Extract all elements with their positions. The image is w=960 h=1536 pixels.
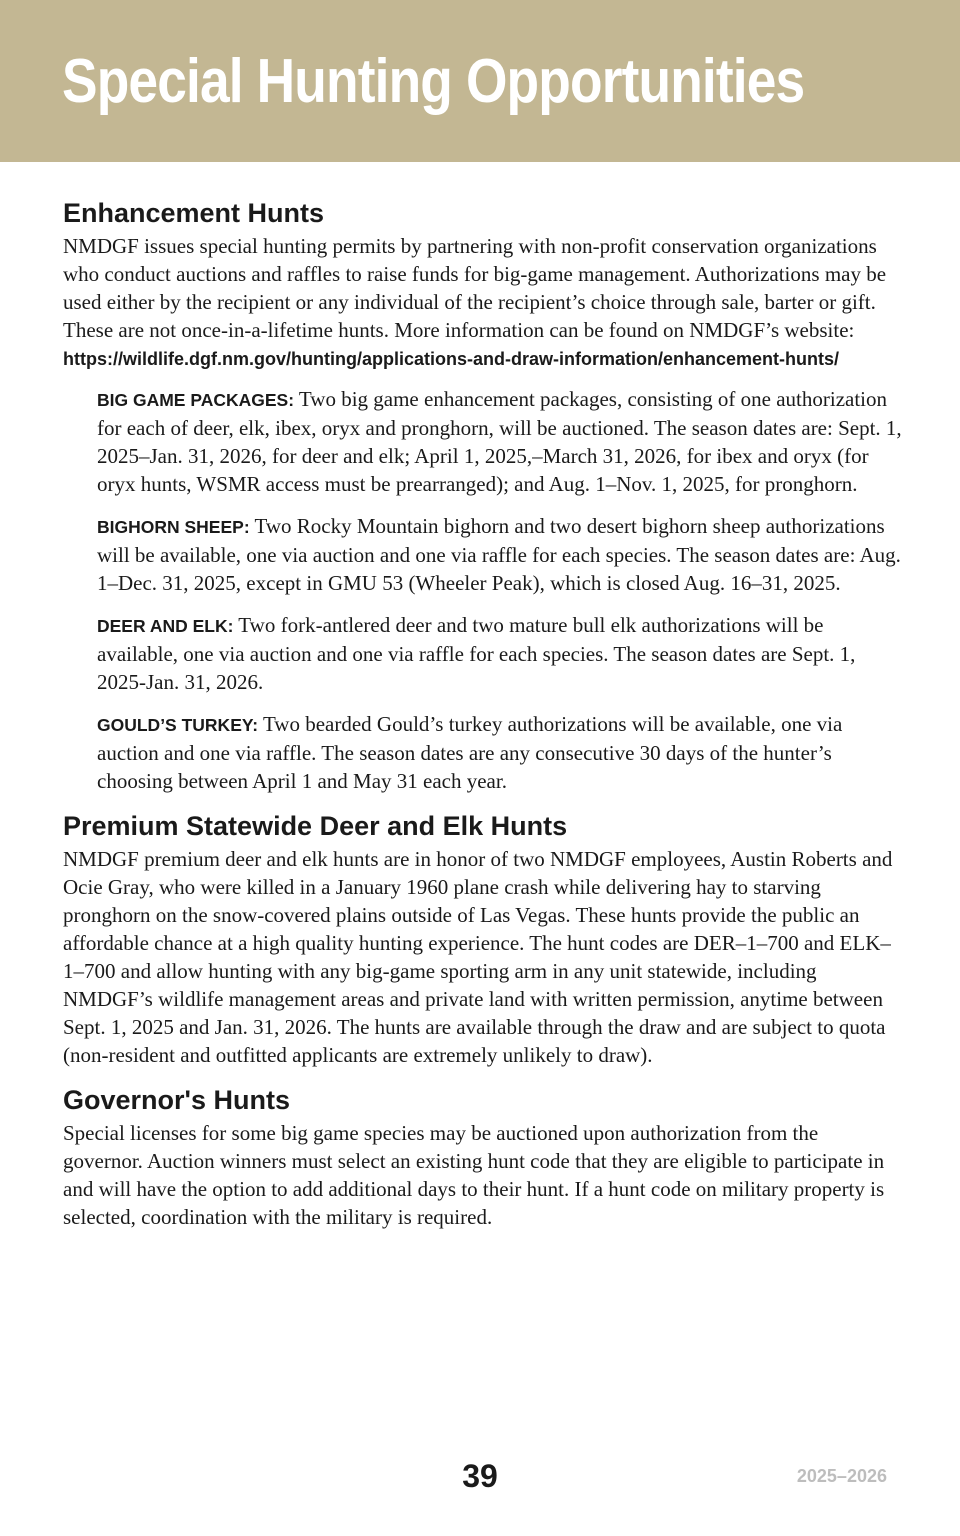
enhancement-url-link[interactable]: https://wildlife.dgf.nm.gov/hunting/applications-and-draw-information/enhancement-hunts/ [63, 349, 839, 369]
sub-item-label: DEER AND ELK: [97, 616, 234, 636]
premium-heading: Premium Statewide Deer and Elk Hunts [63, 811, 568, 841]
sub-item-goulds-turkey [97, 710, 903, 795]
premium-section [63, 809, 903, 1069]
page-title: Special Hunting Opportunities [62, 47, 805, 116]
enhancement-heading: Enhancement Hunts [63, 198, 325, 228]
governor-body: Special licenses for some big game species may be auctioned upon authorization from the governor. Auction winners must select an existing hunt code that they are eligible to participate in and will have the option to add additional days to their hunt. If a hunt code on military property is selected, coordination with the military is required. [63, 1121, 885, 1229]
sub-item-text: Two big game enhancement packages, consisting of one authorization for each of deer, elk, ibex, oryx and pronghorn, will be auctioned. The season dates are: Sept. 1, 2025–Jan. 31, 2026, for deer and elk; April 1, 2025,–March 31, 2026, for ibex and oryx (for oryx hunts, WSMR access must be prearranged); and Aug. 1–Nov. 1, 2025, for pronghorn. [97, 387, 902, 496]
sub-item-text: Two Rocky Mountain bighorn and two desert bighorn sheep authorizations will be available, one via auction and one via raffle for each species. The season dates are: Aug. 1–Dec. 31, 2025, except in GMU 53 (Wheeler Peak), which is closed Aug. 16–31, 2025. [97, 514, 901, 595]
sub-item-bighorn-sheep [97, 512, 903, 597]
enhancement-section [63, 196, 903, 795]
sub-item-big-game-packages [97, 385, 903, 498]
enhancement-body [63, 232, 903, 373]
enhancement-body-text: NMDGF issues special hunting permits by partnering with non-profit conservation organizations who conduct auctions and raffles to raise funds for big-game management. Authorizations may be used either by the recipient or any individual of the recipient’s choice through sale, barter or gift. These are not once-in-a-lifetime hunts. More information can be found on NMDGF’s website: [63, 234, 887, 342]
main-content [63, 196, 903, 1231]
sub-item-deer-and-elk [97, 611, 903, 696]
page-number: 39 [462, 1458, 498, 1494]
title-banner [0, 0, 960, 162]
governor-heading: Governor's Hunts [63, 1085, 290, 1115]
sub-item-label: BIGHORN SHEEP: [97, 517, 250, 537]
sub-item-label: GOULD’S TURKEY: [97, 715, 259, 735]
sub-item-text: Two bearded Gould’s turkey authorizations will be available, one via auction and one via raffle. The season dates are any consecutive 30 days of the hunter’s choosing between April 1 and May 31 each year. [97, 712, 843, 793]
sub-item-label: BIG GAME PACKAGES: [97, 390, 295, 410]
governor-section [63, 1083, 903, 1231]
premium-body: NMDGF premium deer and elk hunts are in honor of two NMDGF employees, Austin Roberts and Ocie Gray, who were killed in a January 1960 plane crash while delivering hay to starving pronghorn on the snow-covered plains outside of Las Vegas. These hunts provide the public an affordable chance at a high quality hunting experience. The hunt codes are DER–1–700 and ELK–1–700 and allow hunting with any big-game sporting arm in any unit statewide, including NMDGF’s wildlife management areas and private land with written permission, anytime between Sept. 1, 2025 and Jan. 31, 2026. The hunts are available through the draw and are subject to quota (non-resident and outfitted applicants are extremely unlikely to draw). [63, 847, 893, 1067]
sub-item-text: Two fork-antlered deer and two mature bull elk authorizations will be available, one via auction and one via raffle for each species. The season dates are Sept. 1, 2025-Jan. 31, 2026. [97, 613, 856, 694]
footer-year: 2025–2026 [796, 1466, 887, 1486]
